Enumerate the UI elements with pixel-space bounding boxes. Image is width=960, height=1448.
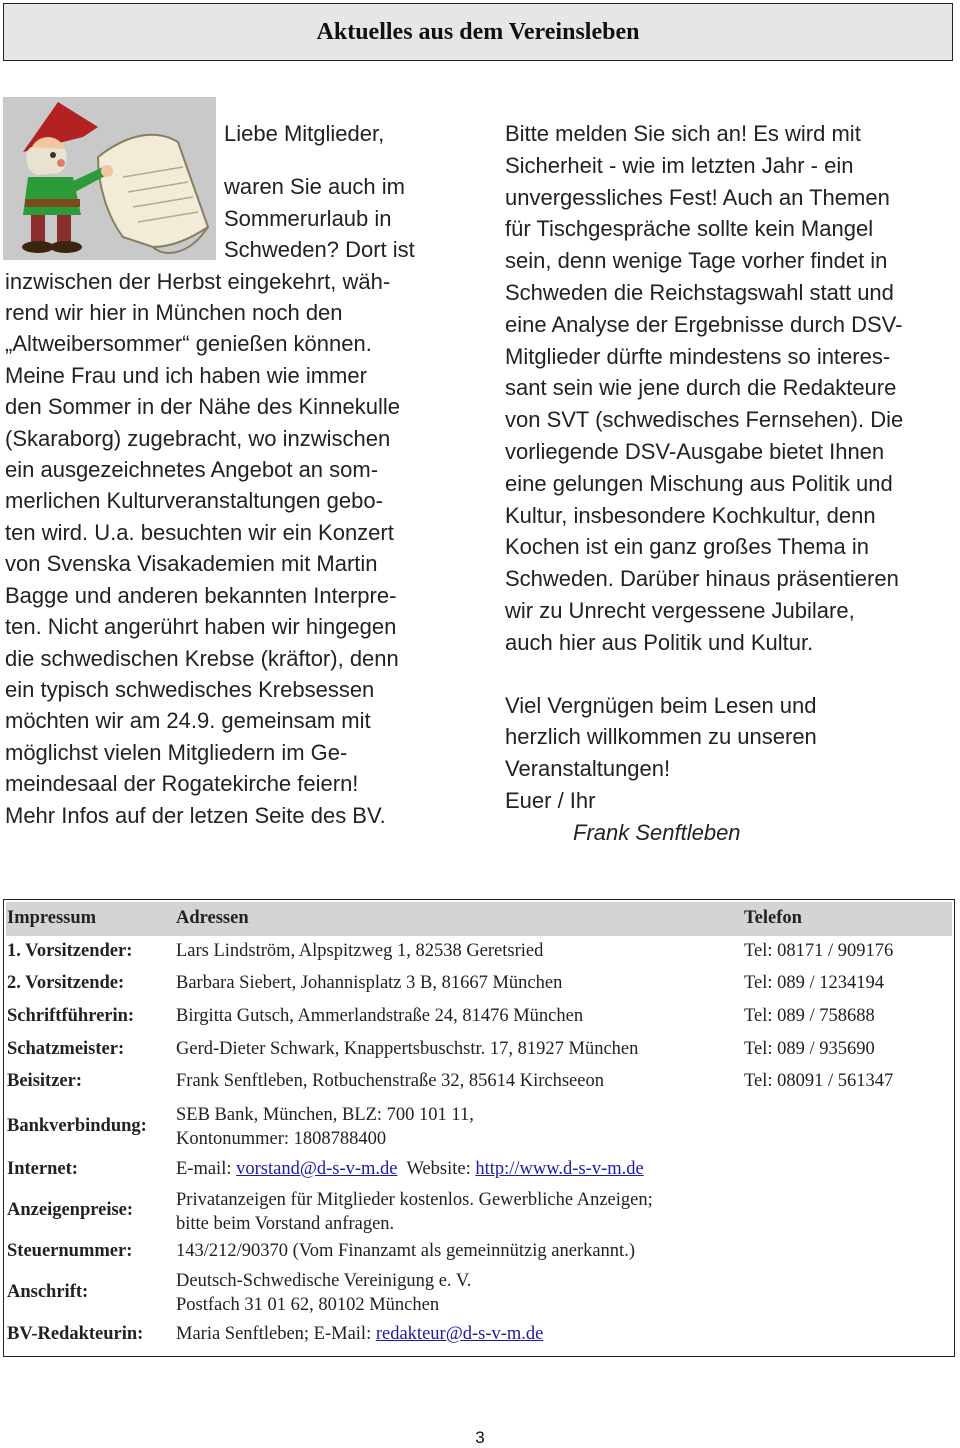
article-line: „Altweibersommer“ genießen können. bbox=[5, 331, 372, 357]
editor-label: BV-Redakteurin: bbox=[7, 1324, 144, 1344]
greeting: Liebe Mitglieder, bbox=[224, 121, 385, 146]
article-line: Schweden die Reichstagswahl statt und bbox=[505, 279, 894, 305]
signature: Frank Senftleben bbox=[573, 819, 741, 845]
article-line: Mitglieder dürfte mindestens so interes- bbox=[505, 343, 891, 369]
address: Frank Senftleben, Rotbuchenstraße 32, 85614 Kirchseeon bbox=[176, 1071, 604, 1091]
article-line: den Sommer in der Nähe des Kinnekulle bbox=[5, 394, 401, 420]
article-line: eine gelungen Mischung aus Politik und bbox=[505, 470, 893, 496]
tax-label: Steuernummer: bbox=[7, 1241, 133, 1261]
article-line: vorliegende DSV-Ausgabe bietet Ihnen bbox=[505, 438, 885, 464]
impressum-heading: Impressum bbox=[7, 908, 97, 928]
article-line: möchten wir am 24.9. gemeinsam mit bbox=[5, 708, 371, 734]
article-line: meindesaal der Rogatekirche feiern! bbox=[5, 771, 359, 797]
email-link[interactable]: vorstand@d-s-v-m.de bbox=[236, 1159, 398, 1179]
phone: Tel: 08091 / 561347 bbox=[744, 1071, 894, 1091]
bank-line-1: SEB Bank, München, BLZ: 700 101 11, bbox=[176, 1105, 474, 1125]
email-prefix: E-mail: bbox=[176, 1159, 232, 1179]
article-line: Sommerurlaub in bbox=[224, 205, 392, 231]
ads-line-1: Privatanzeigen für Mitglieder kostenlos. Gewerbliche Anzeigen; bbox=[176, 1190, 653, 1210]
website-link[interactable]: http://www.d-s-v-m.de bbox=[475, 1159, 644, 1179]
internet-label: Internet: bbox=[7, 1159, 78, 1179]
article-line: ein typisch schwedisches Krebsessen bbox=[5, 676, 375, 702]
address: Gerd-Dieter Schwark, Knappertsbuschstr. 17, 81927 München bbox=[176, 1039, 639, 1059]
article-line: die schwedischen Krebse (kräftor), denn bbox=[5, 645, 399, 671]
tax-value: 143/212/90370 (Vom Finanzamt als gemeinnützig anerkannt.) bbox=[176, 1241, 635, 1261]
editor-contact bbox=[176, 1324, 543, 1345]
article-left-column bbox=[5, 118, 465, 831]
article-line: Kochen ist ein ganz großes Thema in bbox=[505, 534, 870, 560]
closing-line: Veranstaltungen! bbox=[505, 756, 671, 782]
article-line: rend wir hier in München noch den bbox=[5, 300, 343, 326]
editor-prefix: Maria Senftleben; E-Mail: bbox=[176, 1324, 372, 1344]
section-title: Aktuelles aus dem Vereinsleben bbox=[316, 19, 640, 45]
article-line: sant sein wie jene durch die Redakteure bbox=[505, 375, 897, 401]
article-line: merlichen Kulturveranstaltungen gebo- bbox=[5, 488, 383, 514]
article-line: Bagge und anderen bekannten Interpre- bbox=[5, 582, 397, 608]
postal-line-1: Deutsch-Schwedische Vereinigung e. V. bbox=[176, 1271, 472, 1291]
role-label: Schatzmeister: bbox=[7, 1039, 125, 1059]
article-line: sein, denn wenige Tage vorher findet in bbox=[505, 248, 888, 274]
postal-label: Anschrift: bbox=[7, 1282, 89, 1302]
bank-line-2: Kontonummer: 1808788400 bbox=[176, 1129, 387, 1149]
address: Birgitta Gutsch, Ammerlandstraße 24, 81476 München bbox=[176, 1006, 584, 1026]
spacer bbox=[5, 149, 465, 171]
role-label: 1. Vorsitzender: bbox=[7, 941, 133, 961]
ads-line-2: bitte beim Vorstand anfragen. bbox=[176, 1214, 395, 1234]
article-line: unvergessliches Fest! Auch an Themen bbox=[505, 184, 890, 210]
spacer bbox=[505, 659, 955, 690]
phone-heading: Telefon bbox=[744, 908, 802, 928]
address: Barbara Siebert, Johannisplatz 3 B, 81667 München bbox=[176, 973, 563, 993]
phone: Tel: 089 / 935690 bbox=[744, 1039, 875, 1059]
impressum-header-bar bbox=[6, 902, 952, 936]
article-line: (Skaraborg) zugebracht, wo inzwischen bbox=[5, 425, 391, 451]
phone: Tel: 089 / 1234194 bbox=[744, 973, 885, 993]
article-line: für Tischgespräche sollte kein Mangel bbox=[505, 216, 874, 242]
closing-line: Viel Vergnügen beim Lesen und bbox=[505, 692, 817, 718]
article-line: Kultur, insbesondere Kochkultur, denn bbox=[505, 502, 876, 528]
article-line: Meine Frau und ich haben wie immer bbox=[5, 362, 367, 388]
impressum-box bbox=[3, 899, 955, 1357]
article-line: möglichst vielen Mitgliedern im Ge- bbox=[5, 739, 348, 765]
postal-line-2: Postfach 31 01 62, 80102 München bbox=[176, 1295, 440, 1315]
article-line: auch hier aus Politik und Kultur. bbox=[505, 629, 814, 655]
article-line: Sicherheit - wie im letzten Jahr - ein bbox=[505, 152, 854, 178]
article-line: ein ausgezeichnetes Angebot an som- bbox=[5, 457, 379, 483]
article-line: Schweden? Dort ist bbox=[224, 237, 415, 263]
role-label: Schriftführerin: bbox=[7, 1006, 135, 1026]
closing-line: Euer / Ihr bbox=[505, 787, 596, 813]
article-line: Mehr Infos auf der letzen Seite des BV. bbox=[5, 802, 386, 828]
website-prefix: Website: bbox=[406, 1159, 471, 1179]
article-line: Schweden. Darüber hinaus präsentieren bbox=[505, 566, 899, 592]
role-label: Beisitzer: bbox=[7, 1071, 82, 1091]
article-line: Bitte melden Sie sich an! Es wird mit bbox=[505, 121, 861, 146]
closing-line: herzlich willkommen zu unseren bbox=[505, 724, 817, 750]
bank-label: Bankverbindung: bbox=[7, 1116, 147, 1136]
article-line: inzwischen der Herbst eingekehrt, wäh- bbox=[5, 268, 391, 294]
editor-email-link[interactable]: redakteur@d-s-v-m.de bbox=[375, 1324, 544, 1344]
article-right-column bbox=[505, 118, 955, 849]
section-header bbox=[3, 3, 953, 61]
article-line: von Svenska Visakademien mit Martin bbox=[5, 551, 378, 577]
internet-links bbox=[176, 1159, 644, 1180]
article-line: ten. Nicht angerührt haben wir hingegen bbox=[5, 614, 397, 640]
article-line: waren Sie auch im bbox=[224, 174, 405, 200]
article-line: von SVT (schwedisches Fernsehen). Die bbox=[505, 407, 904, 433]
article-line: eine Analyse der Ergebnisse durch DSV- bbox=[505, 311, 903, 337]
role-label: 2. Vorsitzende: bbox=[7, 973, 125, 993]
page-number: 3 bbox=[475, 1428, 485, 1447]
article-line: ten wird. U.a. besuchten wir ein Konzert bbox=[5, 519, 394, 545]
address: Lars Lindström, Alpspitzweg 1, 82538 Geretsried bbox=[176, 941, 544, 961]
address-heading: Adressen bbox=[176, 908, 249, 928]
phone: Tel: 08171 / 909176 bbox=[744, 941, 894, 961]
ads-label: Anzeigenpreise: bbox=[7, 1200, 134, 1220]
article-line: wir zu Unrecht vergessene Jubilare, bbox=[505, 597, 855, 623]
phone: Tel: 089 / 758688 bbox=[744, 1006, 875, 1026]
